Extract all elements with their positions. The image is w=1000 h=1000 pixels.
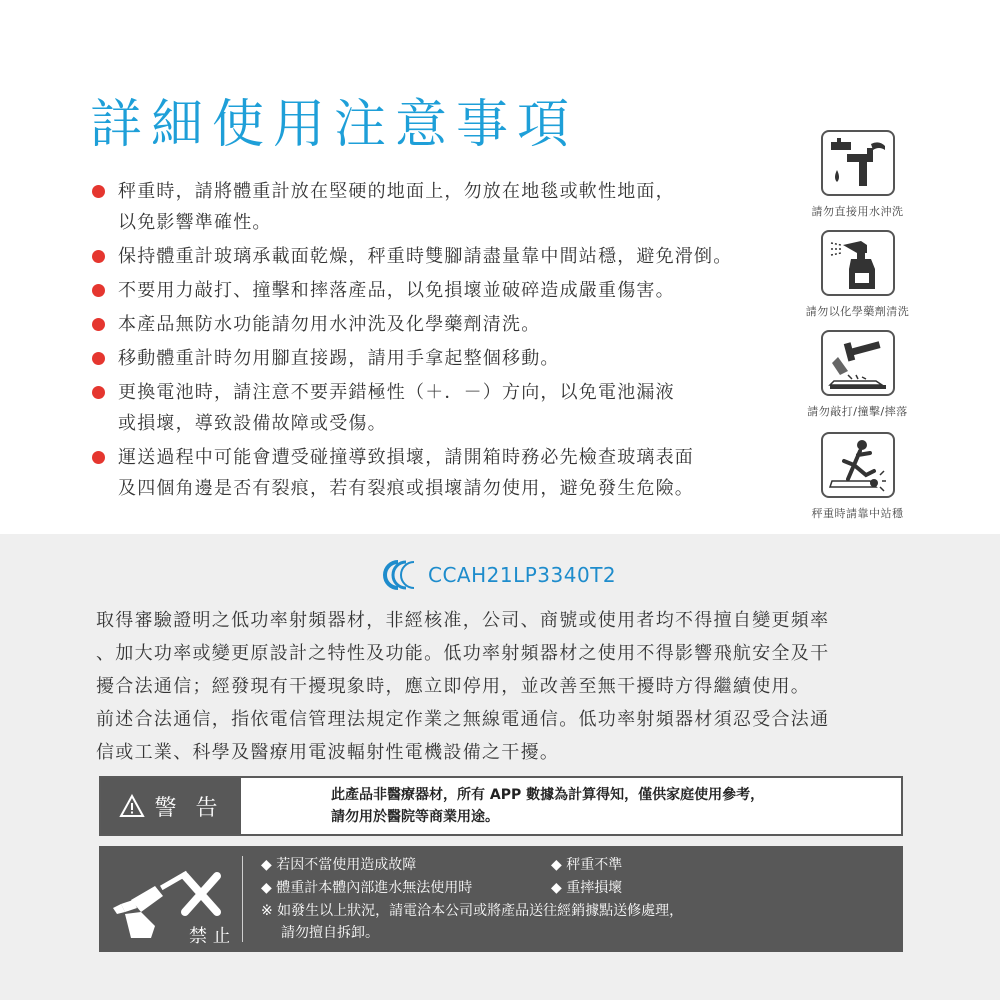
caution-item-impact xyxy=(790,330,925,419)
bullet-dot-icon xyxy=(92,185,105,198)
prohibition-box xyxy=(99,846,903,952)
prohibition-row xyxy=(261,877,683,900)
bullet-dot-icon xyxy=(92,250,105,263)
faucet-icon xyxy=(821,130,895,196)
rf-regulation-text xyxy=(96,604,926,769)
page-title: 詳細使用注意事項 xyxy=(90,95,579,155)
note-item xyxy=(92,377,812,439)
certification-section xyxy=(0,534,1000,1000)
caution-label: 請勿直接用水沖洗 xyxy=(811,205,904,218)
ncc-logo-icon xyxy=(380,560,420,590)
warning-label xyxy=(101,778,241,834)
note-text: 或損壞，導致設備故障或受傷。 xyxy=(118,413,387,434)
warning-line: 請勿用於醫院等商業用途。 xyxy=(331,809,499,825)
prohibition-item: ◆ 若因不當使用造成故障 xyxy=(261,857,417,873)
caution-item-water xyxy=(790,130,925,219)
bullet-dot-icon xyxy=(92,284,105,297)
note-item xyxy=(92,176,812,238)
regulation-line: 信或工業、科學及醫療用電波輻射性電機設備之干擾。 xyxy=(96,742,560,763)
note-text: 及四個角邊是否有裂痕，若有裂痕或損壞請勿使用，避免發生危險。 xyxy=(118,478,694,499)
warning-box xyxy=(99,776,903,836)
caution-item-chemical xyxy=(790,230,925,319)
note-text: 不要用力敲打、撞擊和摔落產品，以免損壞並破碎造成嚴重傷害。 xyxy=(118,280,675,301)
prohibition-note: 請勿擅自拆卸。 xyxy=(281,925,379,941)
regulation-line: 取得審驗證明之低功率射頻器材，非經核准，公司、商號或使用者均不得擅自變更頻率 xyxy=(96,610,830,631)
prohibition-item: ◆ 重摔損壞 xyxy=(551,880,623,896)
bullet-dot-icon xyxy=(92,318,105,331)
divider xyxy=(242,856,243,942)
warning-line: 此產品非醫療器材，所有 APP 數據為計算得知，僅供家庭使用參考， xyxy=(331,787,765,803)
note-item xyxy=(92,275,812,306)
prohibition-item: ◆ 秤重不準 xyxy=(551,857,623,873)
prohibition-list xyxy=(261,854,683,944)
hammer-icon xyxy=(821,330,895,396)
regulation-line: 前述合法通信，指依電信管理法規定作業之無線電通信。低功率射頻器材須忍受合法通 xyxy=(96,709,830,730)
caution-label: 秤重時請靠中站穩 xyxy=(811,507,904,520)
note-text: 秤重時，請將體重計放在堅硬的地面上，勿放在地毯或軟性地面， xyxy=(118,181,675,202)
warning-label-text: 警 告 xyxy=(154,795,224,821)
warning-triangle-icon xyxy=(119,794,145,818)
note-text: 以免影響準確性。 xyxy=(118,212,272,233)
note-item xyxy=(92,442,812,504)
bullet-dot-icon xyxy=(92,352,105,365)
certification-mark xyxy=(380,560,616,590)
caution-label: 請勿以化學藥劑清洗 xyxy=(805,305,910,318)
ban-label: 禁 止 xyxy=(189,926,229,946)
regulation-line: 擾合法通信；經發現有干擾現象時，應立即停用，並改善至無干擾時方得繼續使用。 xyxy=(96,676,811,697)
note-text: 更換電池時，請注意不要弄錯極性（＋．－）方向，以免電池漏液 xyxy=(118,382,675,403)
prohibition-item: ◆ 體重計本體內部進水無法使用時 xyxy=(261,880,473,896)
notes-list xyxy=(92,176,812,507)
certification-code: CCAH21LP3340T2 xyxy=(428,563,617,587)
prohibition-note: ※ 如發生以上狀況，請電洽本公司或將產品送往經銷據點送修處理， xyxy=(261,903,684,919)
caution-item-balance xyxy=(790,432,925,521)
regulation-line: 、加大功率或變更原設計之特性及功能。低功率射頻器材之使用不得影響飛航安全及干 xyxy=(96,643,830,664)
warning-message xyxy=(241,778,764,834)
note-text: 運送過程中可能會遭受碰撞導致損壞，請開箱時務必先檢查玻璃表面 xyxy=(118,447,694,468)
spray-bottle-icon xyxy=(821,230,895,296)
prohibition-row xyxy=(261,854,683,877)
note-item xyxy=(92,309,812,340)
note-text: 本產品無防水功能請勿用水沖洗及化學藥劑清洗。 xyxy=(118,314,541,335)
bullet-dot-icon xyxy=(92,386,105,399)
bullet-dot-icon xyxy=(92,451,105,464)
caution-label: 請勿敲打/撞擊/摔落 xyxy=(807,405,908,418)
note-text: 移動體重計時勿用腳直接踢，請用手拿起整個移動。 xyxy=(118,348,560,369)
note-text: 保持體重計玻璃承載面乾燥，秤重時雙腳請盡量靠中間站穩，避免滑倒。 xyxy=(118,246,733,267)
note-item xyxy=(92,241,812,272)
screwdriver-prohibited-icon xyxy=(111,856,229,946)
slipping-person-icon xyxy=(821,432,895,498)
note-item xyxy=(92,343,812,374)
